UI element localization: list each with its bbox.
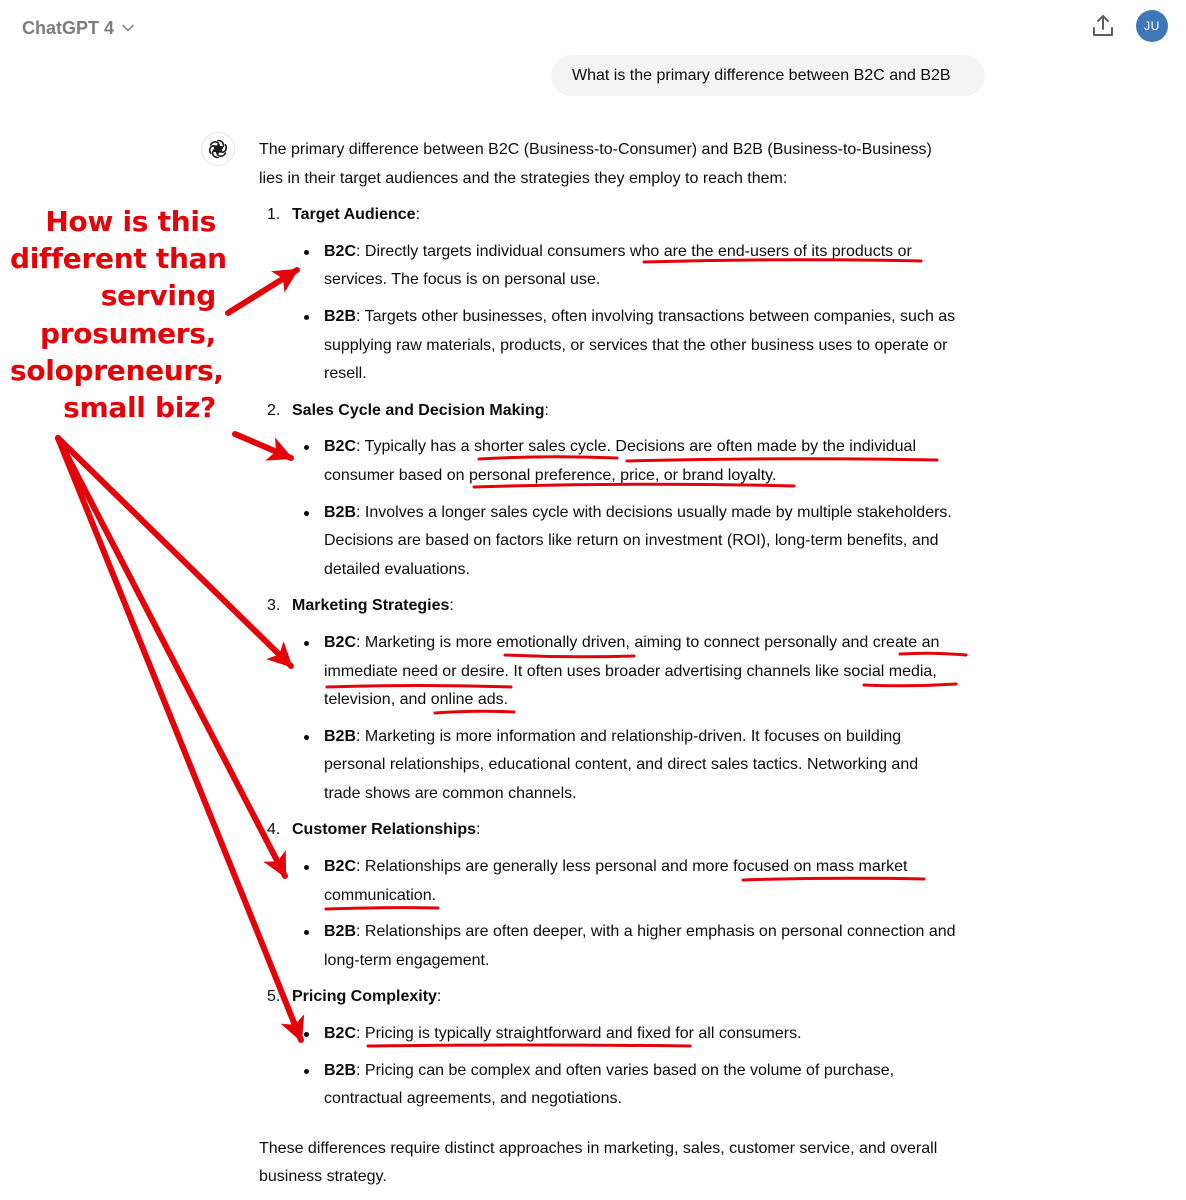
outro-line: business strategy. [259,1168,387,1186]
section-heading: 5. Pricing Complexity: [267,988,442,1006]
share-button[interactable] [1090,13,1116,39]
b2c-bullet: B2C: Marketing is more emotionally driven, aiming to connect personally and create an immediate need or desire. It often uses broader advertising channels like social media, television, and online ads. [259,629,999,715]
b2c-bullet: B2C: Directly targets individual consumers who are the end-users of its products or services. The focus is on personal use. [259,238,999,295]
assistant-logo-icon [201,132,235,166]
assistant-response [259,136,999,1192]
chevron-down-icon [122,24,134,32]
b2b-bullet: B2B: Marketing is more information and relationship-driven. It focuses on building personal relationships, educational content, and direct sales tactics. Networking and trade shows are common channels. [259,723,999,809]
section-customer-relationships [259,816,999,975]
model-label: ChatGPT 4 [22,17,115,38]
section-marketing-strategies [259,592,999,808]
section-heading: 4. Customer Relationships: [267,821,481,839]
section-target-audience [259,201,999,389]
b2b-bullet: B2B: Relationships are often deeper, with a higher emphasis on personal connection and long-term engagement. [259,918,999,975]
b2b-bullet: B2B: Involves a longer sales cycle with decisions usually made by multiple stakeholders. Decisions are based on factors like return on investment (ROI), long-term benefits, and detailed evaluations. [259,499,999,585]
intro-line: The primary difference between B2C (Business-to-Consumer) and B2B (Business-to-Business) [259,141,932,158]
b2c-bullet: B2C: Pricing is typically straightforward and fixed for all consumers. [259,1020,999,1049]
b2c-bullet: B2C: Relationships are generally less personal and more focused on mass market communication. [259,853,999,910]
avatar[interactable]: JU [1136,10,1168,42]
section-pricing-complexity [259,983,999,1113]
annotation-callout: How is this different than serving prosumers, solopreneurs, small biz? [10,205,227,425]
arrow-to-marketing [58,438,291,666]
user-message-bubble: What is the primary difference between B2C and B2B [551,55,985,96]
arrow-to-customer-relationships [58,438,285,876]
section-sales-cycle [259,397,999,585]
b2b-bullet: B2B: Pricing can be complex and often varies based on the volume of purchase, contractual agreements, and negotiations. [259,1057,999,1114]
intro-line: lies in their target audiences and the strategies they employ to reach them: [259,169,788,187]
b2c-bullet: B2C: Typically has a shorter sales cycle. Decisions are often made by the individual consumer based on personal preference, price, or brand loyalty. [259,433,999,490]
top-bar [0,0,1186,56]
section-heading: 1. Target Audience: [267,206,421,224]
share-icon [1090,13,1116,39]
b2b-bullet: B2B: Targets other businesses, often involving transactions between companies, such as supplying raw materials, products, or services that the other business uses to operate or resell. [259,303,999,389]
section-heading: 2. Sales Cycle and Decision Making: [267,401,549,419]
model-selector[interactable] [22,15,134,41]
section-heading: 3. Marketing Strategies: [267,597,454,615]
outro-line: These differences require distinct approaches in marketing, sales, customer service, and overall [259,1139,938,1157]
